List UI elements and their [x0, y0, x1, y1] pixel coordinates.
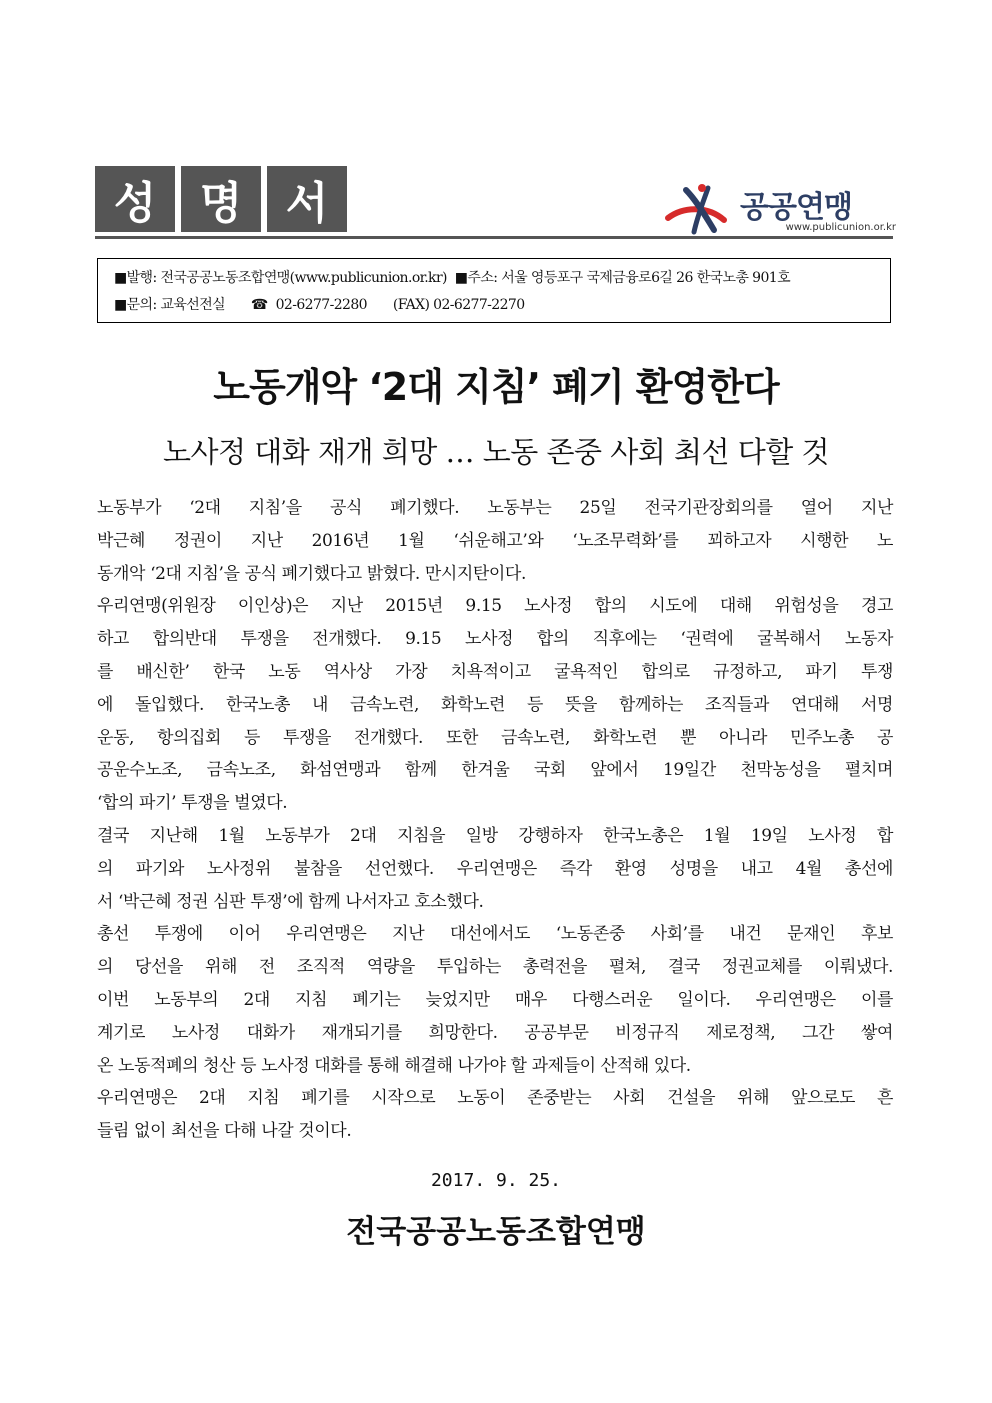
contact-label: ■문의: 교육선전실 — [114, 297, 226, 313]
phone-icon: ☎ — [250, 297, 268, 313]
body-line: 동개악 ‘2대 지침’을 공식 폐기했다고 밝혔다. 만시지탄이다. — [97, 563, 526, 584]
statement-body — [97, 492, 893, 1148]
body-line: 하고 합의반대 투쟁을 전개했다. 9.15 노사정 합의 직후에는 ‘권력에 굴복해서 노동자 — [97, 629, 893, 650]
union-swirl-logo-icon — [664, 180, 744, 236]
body-line: 서 ‘박근혜 정권 심판 투쟁’에 함께 나서자고 호소했다. — [97, 891, 484, 912]
body-line: 우리연맹(위원장 이인상)은 지난 2015년 9.15 노사정 합의 시도에 대해 위험성을 경고 — [97, 596, 893, 617]
body-line: 의 당선을 위해 전 조직적 역량을 투입하는 총력전을 펼쳐, 결국 정권교체를 이뤄냈다. — [97, 957, 893, 978]
publication-info-box — [97, 258, 891, 323]
body-line: 계기로 노사정 대화가 재개되기를 희망한다. 공공부문 비정규직 제로정책, 그간 쌓여 — [97, 1022, 893, 1043]
publisher-info: ■발행: 전국공공노동조합연맹(www.publicunion.or.kr) — [114, 270, 447, 286]
body-line: ‘합의 파기’ 투쟁을 벌였다. — [97, 793, 288, 814]
union-logo — [664, 180, 896, 236]
statement-date: 2017. 9. 25. — [430, 1170, 562, 1191]
address-info: ■주소: 서울 영등포구 국제금융로6길 26 한국노총 901호 — [454, 270, 791, 286]
fax-number: (FAX) 02-6277-2270 — [392, 297, 525, 313]
headline: 노동개악 ‘2대 지침’ 폐기 환영한다 — [213, 365, 779, 409]
body-line: 를 배신한’ 한국 노동 역사상 가장 치욕적이고 굴욕적인 합의로 규정하고, 파기 투쟁 — [97, 661, 893, 682]
sub-headline: 노사정 대화 재개 희망 … 노동 존중 사회 최선 다할 것 — [163, 435, 829, 469]
body-line: 운동, 항의집회 등 투쟁을 전개했다. 또한 금속노련, 화학노련 뿐 아니라 민주노총 공 — [97, 727, 893, 748]
info-line-2 — [114, 292, 890, 319]
document-type-title — [95, 166, 347, 232]
body-line: 에 돌입했다. 한국노총 내 금속노련, 화학노련 등 뜻을 함께하는 조직들과 연대해 서명 — [97, 694, 893, 715]
title-char: 명 — [181, 166, 261, 232]
body-line: 온 노동적폐의 청산 등 노사정 대화를 통해 해결해 나가야 할 과제들이 산적해 있다. — [97, 1055, 691, 1076]
body-line: 노동부가 ‘2대 지침’을 공식 폐기했다. 노동부는 25일 전국기관장회의를 열어 지난 — [97, 498, 893, 518]
logo-url: www.publicunion.or.kr — [785, 222, 896, 233]
title-char: 서 — [267, 166, 347, 232]
body-line: 들림 없이 최선을 다해 나갈 것이다. — [97, 1121, 352, 1142]
body-line: 의 파기와 노사정위 불참을 선언했다. 우리연맹은 즉각 환영 성명을 내고 4월 총선에 — [97, 858, 893, 879]
title-char: 성 — [95, 166, 175, 232]
logo-text: 공공연맹 — [740, 190, 852, 225]
phone-number: 02-6277-2280 — [275, 297, 367, 313]
issuing-organization: 전국공공노동조합연맹 — [346, 1214, 646, 1250]
body-line: 이번 노동부의 2대 지침 폐기는 늦었지만 매우 다행스러운 일이다. 우리연맹은 이를 — [97, 989, 893, 1010]
body-line: 결국 지난해 1월 노동부가 2대 지침을 일방 강행하자 한국노총은 1월 19일 노사정 합 — [97, 825, 893, 846]
body-line: 우리연맹은 2대 지침 폐기를 시작으로 노동이 존중받는 사회 건설을 위해 앞으로도 흔 — [97, 1088, 893, 1109]
body-line: 박근혜 정권이 지난 2016년 1월 ‘쉬운해고’와 ‘노조무력화’를 꾀하고자 시행한 노 — [97, 530, 893, 551]
body-line: 총선 투쟁에 이어 우리연맹은 지난 대선에서도 ‘노동존중 사회’를 내건 문재인 후보 — [97, 924, 893, 945]
title-underline — [95, 236, 893, 239]
body-line: 공운수노조, 금속노조, 화섬연맹과 함께 한겨울 국회 앞에서 19일간 천막농성을 펼치며 — [97, 760, 893, 781]
info-line-1 — [114, 265, 890, 292]
